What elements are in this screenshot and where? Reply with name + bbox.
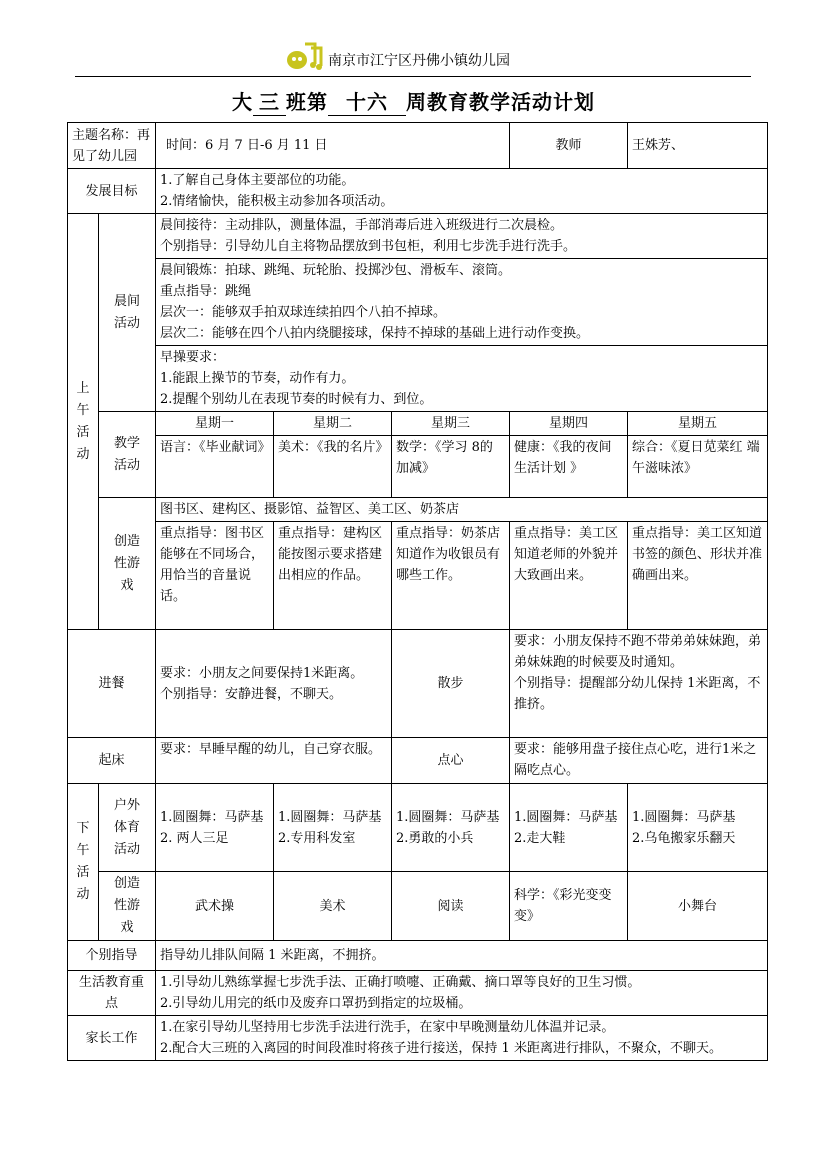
goals-content xyxy=(156,169,768,214)
afternoon-creative-wednesday: 阅读 xyxy=(392,872,510,941)
teaching-thursday: 健康：《我的夜间生活计划 》 xyxy=(510,436,628,498)
parent-work-content xyxy=(156,1016,768,1061)
drill-line: 2.提醒个别幼儿在表现节奏的时候有力、到位。 xyxy=(160,392,433,407)
creative-wednesday: 重点指导：奶茶店知道作为收银员有哪些工作。 xyxy=(392,522,510,630)
teaching-label: 教学活动 xyxy=(99,412,156,498)
plan-table xyxy=(67,122,768,1061)
meal-line: 个别指导：安静进餐，不聊天。 xyxy=(160,686,343,702)
title-suffix: 周教育教学活动计划 xyxy=(406,90,595,114)
weekday-header: 星期一 xyxy=(156,412,274,436)
morning-exercise xyxy=(156,259,768,346)
teaching-monday: 语言：《毕业献词》 xyxy=(156,436,274,498)
afternoon-section-label: 下午活动 xyxy=(68,784,99,941)
outdoor-friday: 1.圆圈舞：马萨基 2.乌龟搬家乐翻天 xyxy=(628,784,768,872)
exercise-line: 层次一：能够双手拍双球连续拍四个八拍不掉球。 xyxy=(160,305,447,320)
outdoor-activity-label: 户外体育活动 xyxy=(99,784,156,872)
teaching-wednesday: 数学：《学习 8的加减》 xyxy=(392,436,510,498)
creative-tuesday: 重点指导：建构区能按图示要求搭建出相应的作品。 xyxy=(274,522,392,630)
afternoon-creative-thursday: 科学：《彩光变变变》 xyxy=(510,872,628,941)
page-title xyxy=(0,86,827,116)
theme-cell: 主题名称：再见了幼儿园 xyxy=(68,123,156,169)
drill-line: 1.能跟上操节的节奏，动作有力。 xyxy=(160,371,355,386)
individual-label: 个别指导 xyxy=(68,941,156,971)
creative-areas: 图书区、建构区、摄影馆、益智区、美工区、奶茶店 xyxy=(156,498,768,522)
creative-friday: 重点指导：美工区知道书签的颜色、形状并准确画出来。 xyxy=(628,522,768,630)
reception-line: 晨间接待：主动排队，测量体温，手部消毒后进入班级进行二次晨检。 xyxy=(160,218,564,233)
afternoon-creative-monday: 武术操 xyxy=(156,872,274,941)
afternoon-creative-friday: 小舞台 xyxy=(628,872,768,941)
exercise-line: 层次二：能够在四个八拍内绕腿接球，保持不掉球的基础上进行动作变换。 xyxy=(160,326,590,341)
life-line: 2.引导幼儿用完的纸巾及废弃口罩扔到指定的垃圾桶。 xyxy=(160,996,472,1011)
meal-label: 进餐 xyxy=(68,630,156,738)
school-logo-icon xyxy=(285,40,325,72)
wake-label: 起床 xyxy=(68,738,156,784)
reception-line: 个别指导：引导幼儿自主将物品摆放到书包柜，利用七步洗手进行洗手。 xyxy=(160,239,577,254)
life-line: 1.引导幼儿熟练掌握七步洗手法、正确打喷嚏、正确戴、摘口罩等良好的卫生习惯。 xyxy=(160,975,641,990)
weekday-header: 星期三 xyxy=(392,412,510,436)
time-cell: 时间：6 月 7 日-6 月 11 日 xyxy=(156,123,510,169)
morning-drill xyxy=(156,346,768,412)
exercise-line: 重点指导：跳绳 xyxy=(160,284,252,299)
title-class-number: 三 xyxy=(253,86,286,116)
wake-content: 要求：早睡早醒的幼儿，自己穿衣服。 xyxy=(156,738,392,784)
parent-work-label: 家长工作 xyxy=(68,1016,156,1061)
title-class-prefix: 大 xyxy=(232,90,253,114)
teacher-name: 王姝芳、 xyxy=(628,123,768,169)
creative-thursday: 重点指导：美工区知道老师的外貌并大致画出来。 xyxy=(510,522,628,630)
snack-label: 点心 xyxy=(392,738,510,784)
drill-line: 早操要求： xyxy=(160,350,226,365)
individual-content: 指导幼儿排队间隔 1 米距离，不拥挤。 xyxy=(156,941,768,971)
page-header xyxy=(75,40,751,77)
outdoor-thursday: 1.圆圈舞：马萨基 2.走大鞋 xyxy=(510,784,628,872)
creative-game-label: 创造性游戏 xyxy=(99,498,156,630)
afternoon-creative-label: 创造性游戏 xyxy=(99,872,156,941)
morning-section-label: 上午活动 xyxy=(68,214,99,630)
teaching-friday: 综合：《夏日苋菜红 端午滋味浓》 xyxy=(628,436,768,498)
exercise-line: 晨间锻炼：拍球、跳绳、玩轮胎、投掷沙包、滑板车、滚筒。 xyxy=(160,263,512,278)
walk-line: 个别指导：提醒部分幼儿保持 1米距离，不推挤。 xyxy=(514,676,761,712)
walk-content xyxy=(510,630,768,738)
teacher-label: 教师 xyxy=(510,123,628,169)
weekday-header: 星期五 xyxy=(628,412,768,436)
snack-content: 要求：能够用盘子接住点心吃，进行1米之隔吃点心。 xyxy=(510,738,768,784)
goal-line: 2.情绪愉快，能积极主动参加各项活动。 xyxy=(160,194,394,209)
walk-label: 散步 xyxy=(392,630,510,738)
meal-line: 要求：小朋友之间要保持1米距离。 xyxy=(160,665,364,681)
afternoon-creative-tuesday: 美术 xyxy=(274,872,392,941)
meal-content xyxy=(156,630,392,738)
parent-line: 1.在家引导幼儿坚持用七步洗手法进行洗手，在家中早晚测量幼儿体温并记录。 xyxy=(160,1020,615,1035)
morning-reception xyxy=(156,214,768,259)
weekday-header: 星期二 xyxy=(274,412,392,436)
school-name: 南京市江宁区丹佛小镇幼儿园 xyxy=(328,53,510,69)
creative-monday: 重点指导：图书区能够在不同场合，用恰当的音量说话。 xyxy=(156,522,274,630)
teaching-tuesday: 美术：《我的名片》 xyxy=(274,436,392,498)
title-week: 十六 xyxy=(328,86,406,116)
goals-label: 发展目标 xyxy=(68,169,156,214)
walk-line: 要求：小朋友保持不跑不带弟弟妹妹跑，弟弟妹妹跑的时候要及时通知。 xyxy=(514,634,762,670)
title-class-mid: 班第 xyxy=(286,90,328,114)
goal-line: 1.了解自己身体主要部位的功能。 xyxy=(160,173,355,188)
parent-line: 2.配合大三班的入离园的时间段准时将孩子进行接送，保持 1 米距离进行排队，不聚众，不聊天。 xyxy=(160,1041,722,1056)
life-education-content xyxy=(156,971,768,1016)
outdoor-monday: 1.圆圈舞：马萨基 2. 两人三足 xyxy=(156,784,274,872)
outdoor-tuesday: 1.圆圈舞：马萨基 2.专用科发室 xyxy=(274,784,392,872)
life-education-label: 生活教育重 点 xyxy=(68,971,156,1016)
weekday-header: 星期四 xyxy=(510,412,628,436)
outdoor-wednesday: 1.圆圈舞：马萨基 2.勇敢的小兵 xyxy=(392,784,510,872)
morning-activity-label: 晨间活动 xyxy=(99,214,156,412)
